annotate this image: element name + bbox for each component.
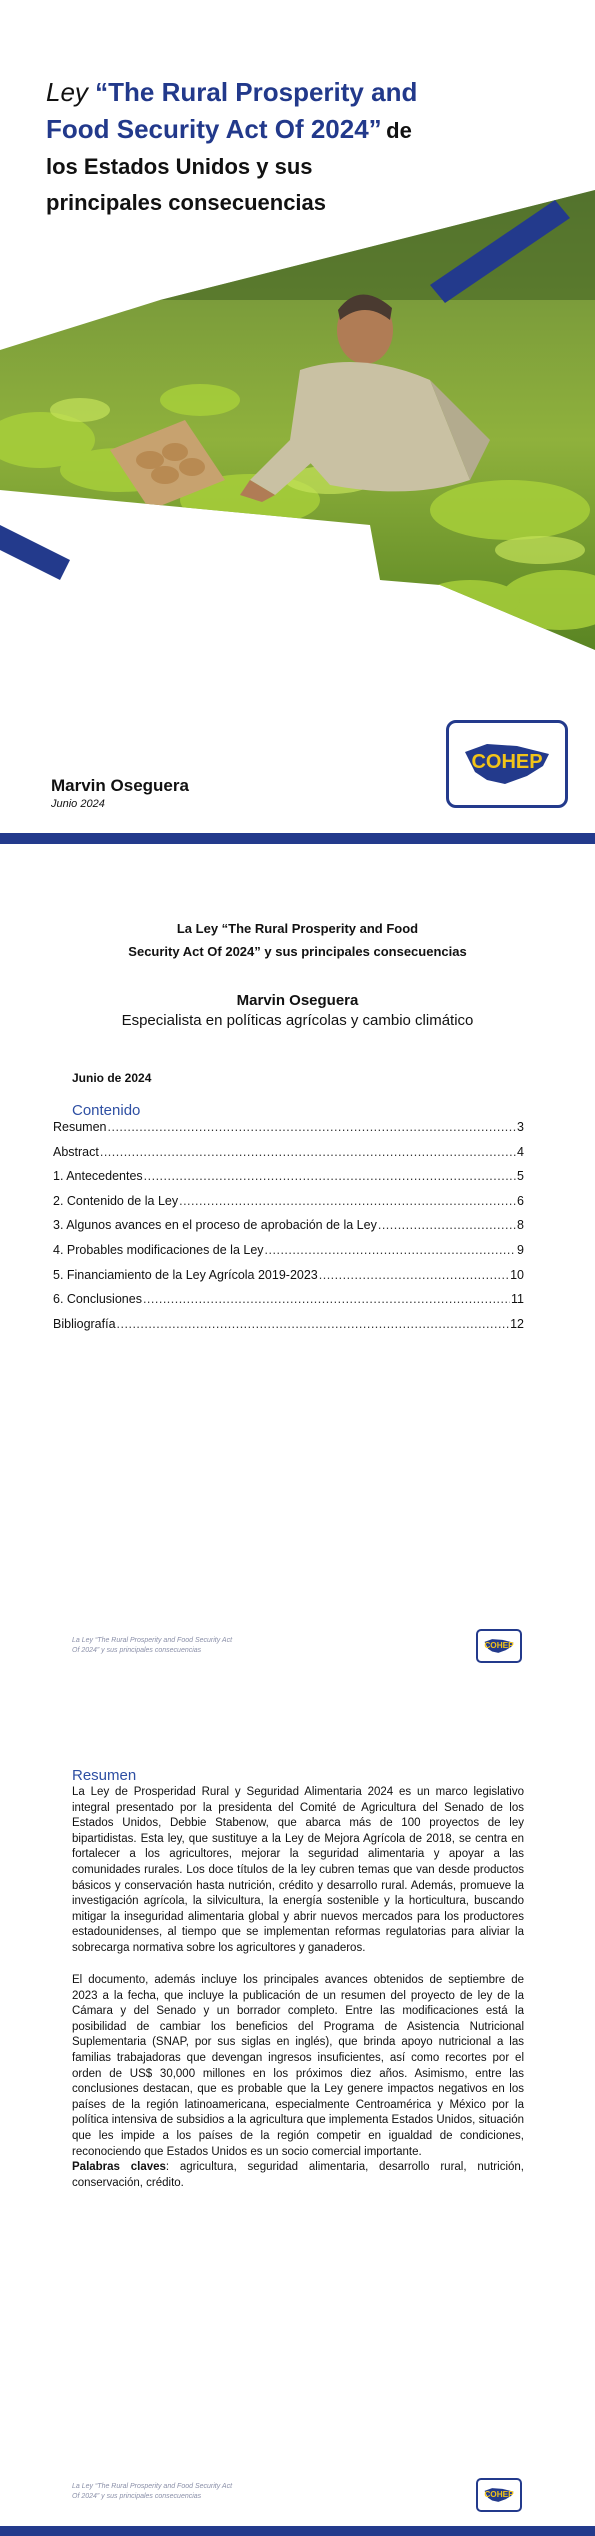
resumen-paragraph-1: La Ley de Prosperidad Rural y Seguridad Alimentaria 2024 es un marco legislativo integral presentado por la presidenta del Comité de Agricultura del Senado de los Estados Unidos, Debbie Stabenow, que abarca más de 100 proyectos de ley bipartidistas. Esta ley, que sustituye a la Ley de Mejora Agrícola de 2018, se centra en fortalecer a los agricultores, mejorar la seguridad alimentaria y apoyar a las comunidades rurales. Los doce títulos de la ley cubren temas que van desde productos básicos y conservación hasta nutrición, crédito y desarrollo rural. Además, promueve la investigación agrícola, la silvicultura, la energía sostenible y la horticultura, buscando mitigar la inseguridad alimentaria global y abrir nuevos mercados para los productores estadounidenses, al tiempo que se implementan reformas regulatorias para aliviar la sobrecarga normativa sobre los agricultores y ganaderos. xyxy=(72,1786,524,1954)
intro-title-line1: La Ley “The Rural Prosperity and Food xyxy=(176,921,419,936)
resumen-keywords xyxy=(72,2160,524,2191)
resumen-paragraph-2: El documento, además incluye los principales avances obtenidos de septiembre de 2023 a la fecha, que incluye la publicación de un resumen del proyecto de ley de la Cámara y del Senado y un borrador completo. Entre las modificaciones está la posibilidad de cambiar los beneficios del Programa de Asistencia Nutricional Suplementaria (SNAP, por sus siglas en inglés), que brinda apoyo nutricional a las familias trabajadoras que devengan ingresos insuficientes, así como recortes por el orden de US$ 30,000 millones en los próximos diez años. Asimismo, entre las conclusiones destacan, que es probable que la Ley genere impactos negativos en los países de la región latinoamericana, especialmente Centroamérica y México por la política intensiva de subsidios a la agricultura que implementa Estados Unidos, situación que les impide a los países de la región competir en igualdad de condiciones, reconociendo que Estados Unidos es un socio comercial importante. xyxy=(72,1974,524,2158)
cover-author: Marvin Oseguera xyxy=(51,776,189,795)
toc-item[interactable]: Resumen ..... 3 xyxy=(53,1120,524,1145)
footer-logo-mark xyxy=(481,1635,517,1657)
page-bottom-bar xyxy=(0,2526,595,2536)
toc-item[interactable]: 1. Antecedentes ..... 5 xyxy=(53,1169,524,1194)
keywords-label: Palabras claves xyxy=(72,2161,166,2173)
intro-title-line2: Security Act Of 2024” y sus principales consecuencias xyxy=(128,944,467,959)
toc-item[interactable]: 5. Financiamiento de la Ley Agrícola 2019-2023 ..... 10 xyxy=(53,1268,524,1293)
cover-bottom-bar xyxy=(0,833,595,844)
resumen-heading: Resumen xyxy=(72,1767,137,1784)
cover-title-ley: Ley xyxy=(46,77,88,107)
intro-author: Marvin Oseguera xyxy=(236,992,359,1009)
footer-logo-mark xyxy=(481,2484,517,2506)
toc-item[interactable]: 3. Algunos avances en el proceso de aprobación de la Ley ..... 8 xyxy=(53,1218,524,1243)
toc-item[interactable]: Abstract ..... 4 xyxy=(53,1145,524,1170)
cover-title-main: “The Rural Prosperity and Food Security Act Of 2024” xyxy=(46,77,418,144)
cover-photo xyxy=(0,180,595,700)
toc-heading: Contenido xyxy=(72,1102,141,1119)
page-footer-text: La Ley “The Rural Prosperity and Food Security Act Of 2024” y sus principales consecuencias xyxy=(72,2483,233,2500)
toc-item[interactable]: Bibliografía ..... 12 xyxy=(53,1317,524,1342)
cover-date: Junio 2024 xyxy=(51,798,105,810)
svg-text:COHEP: COHEP xyxy=(484,1641,514,1651)
footer-logo xyxy=(476,1629,522,1663)
toc-item[interactable]: 4. Probables modificaciones de la Ley ..... 9 xyxy=(53,1243,524,1268)
resumen-page xyxy=(0,1688,595,2536)
cohep-logo-text: COHEP xyxy=(471,751,543,773)
svg-text:COHEP: COHEP xyxy=(484,2490,514,2500)
toc-page xyxy=(0,852,595,1679)
footer-logo xyxy=(476,2478,522,2512)
toc-item[interactable]: 2. Contenido de la Ley ..... 6 xyxy=(53,1194,524,1219)
cohep-logo-mark xyxy=(457,732,557,796)
page-footer-text: La Ley “The Rural Prosperity and Food Security Act Of 2024” y sus principales consecuencias xyxy=(72,1637,233,1654)
toc-item[interactable]: 6. Conclusiones ..... 11 xyxy=(53,1292,524,1317)
keywords-text: : agricultura, seguridad alimentaria, desarrollo rural, nutrición, conservación, crédito. xyxy=(72,2161,524,2189)
cover-title-rest: de los Estados Unidos y sus principales consecuencias xyxy=(46,118,412,215)
cover-page xyxy=(0,0,595,845)
intro-date: Junio de 2024 xyxy=(72,1071,152,1085)
toc-list xyxy=(53,1120,524,1341)
intro-title xyxy=(0,917,595,963)
intro-role: Especialista en políticas agrícolas y cambio climático xyxy=(121,1012,474,1029)
cohep-logo xyxy=(446,720,568,808)
